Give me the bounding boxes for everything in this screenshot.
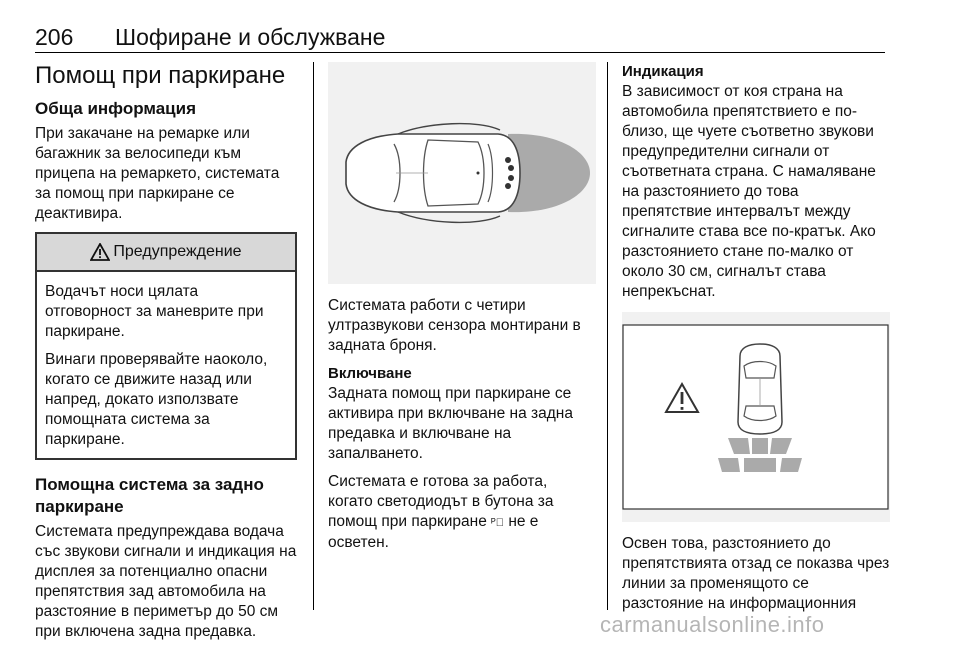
page-header — [35, 24, 885, 52]
section-title: Помощ при паркиране — [35, 62, 286, 89]
general-info-text: При закачане на ремарке или багажник за велосипеди към прицепа на ремаркето, системата за помощ при паркиране се деактивира. — [35, 125, 280, 222]
display-illustration — [622, 312, 890, 522]
column-left — [35, 62, 297, 650]
warning-text-1: Водачът носи цялата отговорност за маневрите при паркиране. — [45, 283, 264, 340]
rear-assist-heading: Помощна система за задно паркиране — [35, 475, 264, 516]
column-divider — [607, 62, 608, 610]
warning-title: Предупреждение — [113, 243, 242, 260]
park-assist-icon: ᴾ᪲ — [491, 517, 504, 529]
watermark: carmanualsonline.info — [600, 612, 825, 637]
indication-heading: Индикация — [622, 63, 704, 80]
ready-text: Системата е готова за работа, когато светодиодът в бутона за помощ при паркиране ᴾ᪲ не е осветен. — [328, 473, 554, 551]
warning-box — [35, 232, 297, 460]
warning-header — [37, 234, 295, 272]
column-right — [622, 62, 890, 622]
header-rule — [35, 52, 885, 53]
figure-caption: Системата работи с четири ултразвукови сензора монтирани в задната броня. — [328, 297, 581, 354]
column-divider — [313, 62, 314, 610]
column-middle — [328, 62, 596, 561]
indication-text: В зависимост от коя страна на автомобила препятствието е по-близо, ще чуете съответно звукови предупредителни сигнали от съответната страна. С намаляване на разстоянието до това препятствие интервалът между сигналите става все по-кратък. Ако разстоянието стане по-малко от около 30 см, сигналът става непрекъснат. — [622, 83, 876, 300]
after-figure-text: Освен това, разстоянието до препятствията отзад се показва чрез линии за променящото се разстояние на информационния — [622, 535, 890, 612]
warning-text-2: Винаги проверявайте наоколо, когато се движите назад или напред, докато използвате помощната система за паркиране. — [45, 351, 268, 448]
page-number: 206 — [35, 24, 74, 50]
sensor-figure — [328, 62, 596, 284]
warning-triangle-icon — [90, 243, 110, 261]
general-info-heading: Обща информация — [35, 99, 196, 118]
rear-assist-text: Системата предупреждава водача със звукови сигнали и индикация на дисплея за потенциално опасни препятствия зад автомобила на разстояние в периметър до 50 см при включена задна предавка. — [35, 523, 297, 640]
car-sensor-illustration — [328, 62, 596, 284]
enable-heading: Включване — [328, 365, 412, 382]
display-figure — [622, 312, 890, 522]
running-title: Шофиране и обслужване — [115, 24, 386, 50]
enable-text: Задната помощ при паркиране се активира при включване на задна предавка и включване на запалването. — [328, 385, 573, 462]
